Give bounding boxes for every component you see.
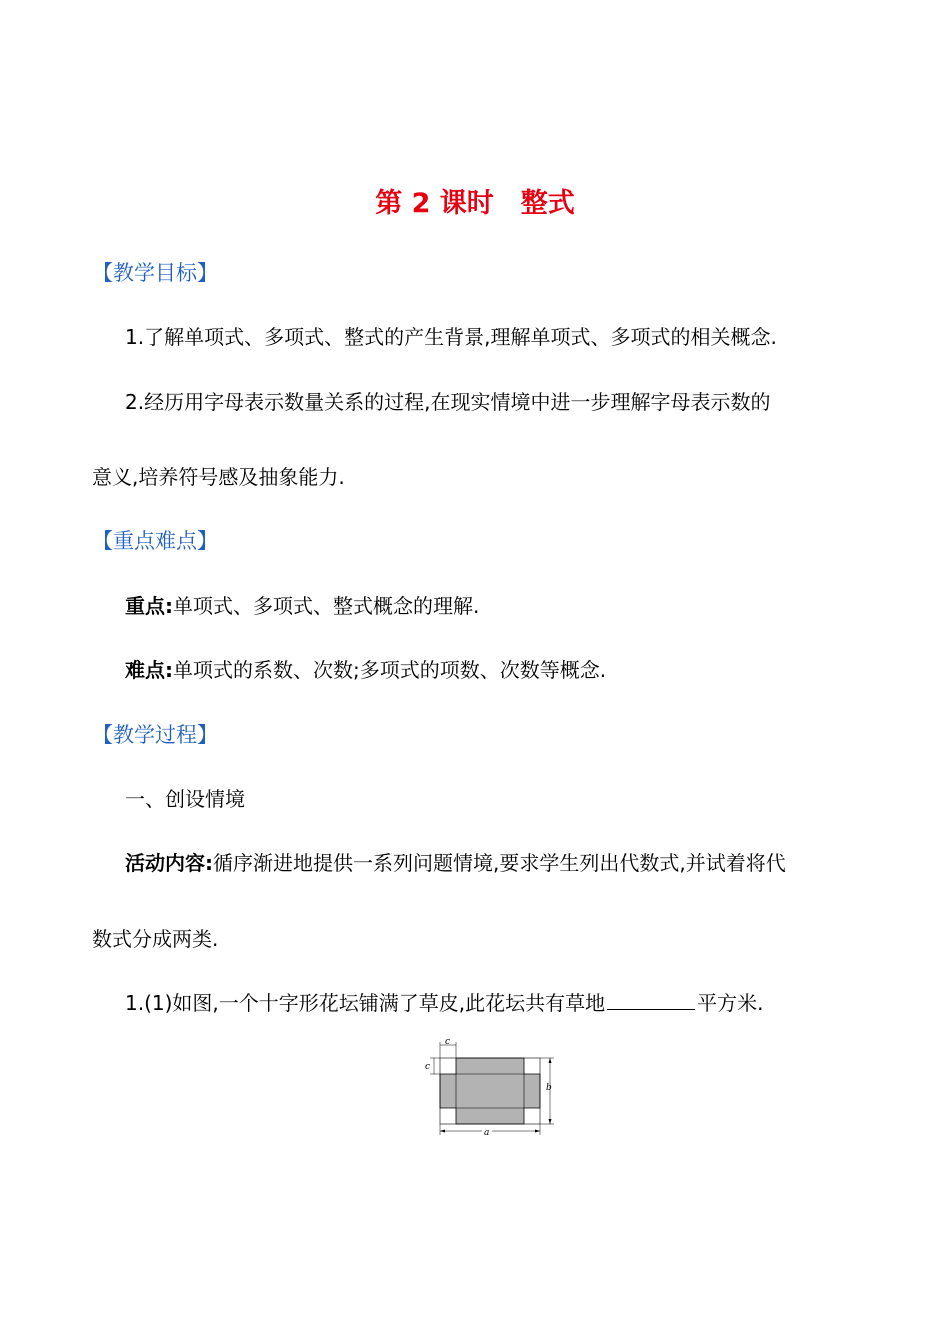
section-heading-objectives: 【教学目标】	[92, 261, 218, 285]
focus-label: 重点:	[125, 594, 173, 618]
question-1	[125, 988, 764, 1018]
objective-item-2-line-2: 意义,培养符号感及抽象能力.	[92, 465, 345, 489]
section-heading-key-points: 【重点难点】	[92, 529, 218, 553]
activity-line-1	[125, 848, 786, 878]
question-1-suffix: 平方米.	[697, 991, 764, 1015]
activity-line-2: 数式分成两类.	[92, 927, 219, 951]
label-c-top: c	[445, 1038, 451, 1047]
cross-flowerbed-figure	[418, 1038, 558, 1138]
activity-text: 循序渐进地提供一系列问题情境,要求学生列出代数式,并试着将代	[213, 851, 786, 875]
arrow-a-right	[535, 1130, 540, 1133]
focus-line	[125, 591, 479, 621]
figure-svg	[418, 1038, 558, 1138]
question-1-prefix: 1.(1)如图,一个十字形花坛铺满了草皮,此花坛共有草地	[125, 991, 606, 1015]
label-b: b	[546, 1083, 552, 1093]
page-title: 第 2 课时 整式	[375, 188, 575, 219]
objective-item-2-line-1: 2.经历用字母表示数量关系的过程,在现实情境中进一步理解字母表示数的	[125, 390, 771, 414]
label-c-left: c	[425, 1062, 431, 1072]
difficulty-text: 单项式的系数、次数;多项式的项数、次数等概念.	[173, 658, 607, 682]
cross-shape	[440, 1058, 540, 1124]
difficulty-line	[125, 655, 606, 685]
process-step-1: 一、创设情境	[125, 787, 245, 811]
focus-text: 单项式、多项式、整式概念的理解.	[173, 594, 480, 618]
section-heading-process: 【教学过程】	[92, 723, 218, 747]
answer-blank[interactable]	[607, 989, 695, 1010]
arrow-a-left	[440, 1130, 445, 1133]
activity-label: 活动内容:	[125, 851, 213, 875]
objective-item-1: 1.了解单项式、多项式、整式的产生背景,理解单项式、多项式的相关概念.	[125, 325, 777, 349]
difficulty-label: 难点:	[125, 658, 173, 682]
label-a: a	[484, 1128, 490, 1138]
arrow-b-top	[549, 1058, 552, 1063]
arrow-b-bottom	[549, 1119, 552, 1124]
